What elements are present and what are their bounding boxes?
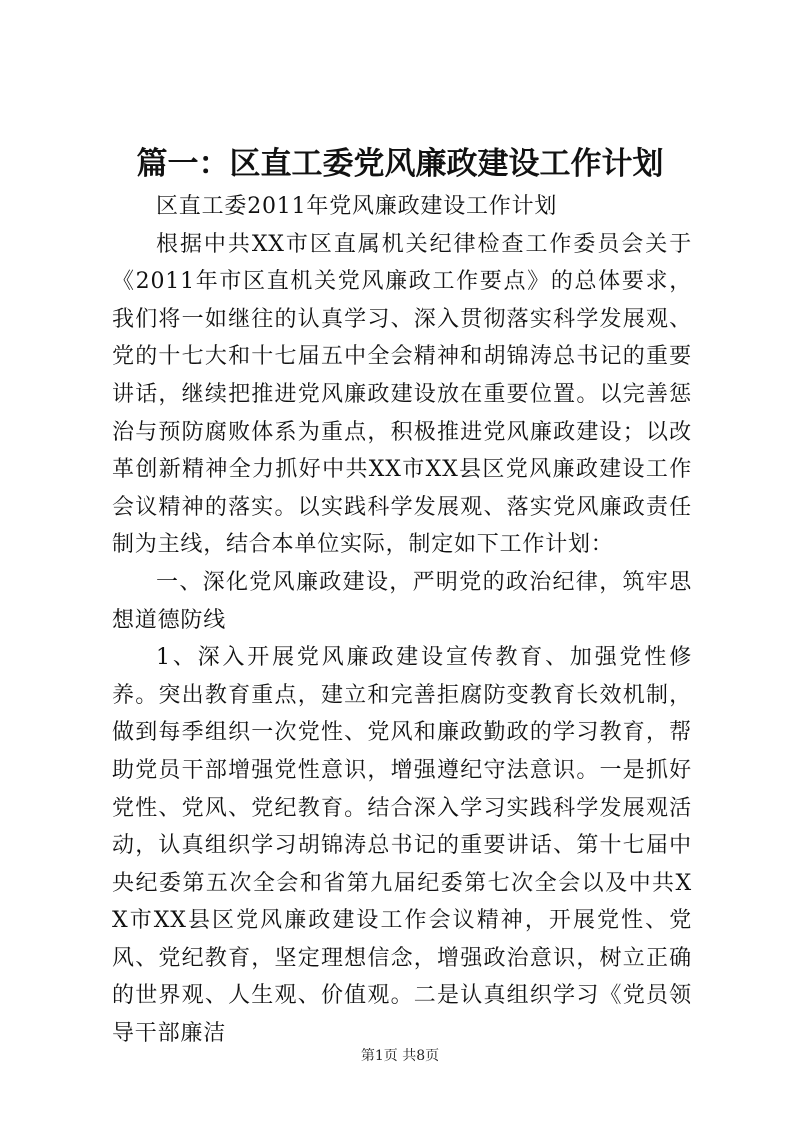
page-total: 共8页 bbox=[402, 1048, 440, 1064]
page-footer bbox=[0, 1046, 800, 1066]
section-heading-1: 一、深化党风廉政建设，严明党的政治纪律，筑牢思想道德防线 bbox=[112, 569, 692, 633]
document-title: 篇一：区直工委党风廉政建设工作计划 bbox=[136, 146, 664, 182]
page-number: 第1页 bbox=[360, 1048, 398, 1064]
item-paragraph-1: 1、深入开展党风廉政建设宣传教育、加强党性修养。突出教育重点，建立和完善拒腐防变教育长效机制，做到每季组织一次党性、党风和廉政勤政的学习教育，帮助党员干部增强党性意识，增强遵纪守法意识。一是抓好党性、党风、党纪教育。结合深入学习实践科学发展观活动，认真组织学习胡锦涛总书记的重要讲话、第十七届中央纪委第五次全会和省第九届纪委第七次全会以及中共XX市XX县区党风廉政建设工作会议精神，开展党性、党风、党纪教育，坚定理想信念，增强政治意识，树立正确的世界观、人生观、价值观。二是认真组织学习《党员领导干部廉洁 bbox=[112, 645, 692, 1047]
intro-paragraph: 根据中共XX市区直属机关纪律检查工作委员会关于《2011年市区直机关党风廉政工作要点》的总体要求，我们将一如继往的认真学习、深入贯彻落实科学发展观、党的十七大和十七届五中全会精神和胡锦涛总书记的重要讲话，继续把推进党风廉政建设放在重要位置。以完善惩治与预防腐败体系为重点，积极推进党风廉政建设；以改革创新精神全力抓好中共XX市XX县区党风廉政建设工作会议精神的落实。以实践科学发展观、落实党风廉政责任制为主线，结合本单位实际，制定如下工作计划： bbox=[112, 231, 692, 558]
plan-subtitle: 区直工委2011年党风廉政建设工作计划 bbox=[156, 194, 558, 219]
document-body bbox=[112, 188, 692, 1053]
